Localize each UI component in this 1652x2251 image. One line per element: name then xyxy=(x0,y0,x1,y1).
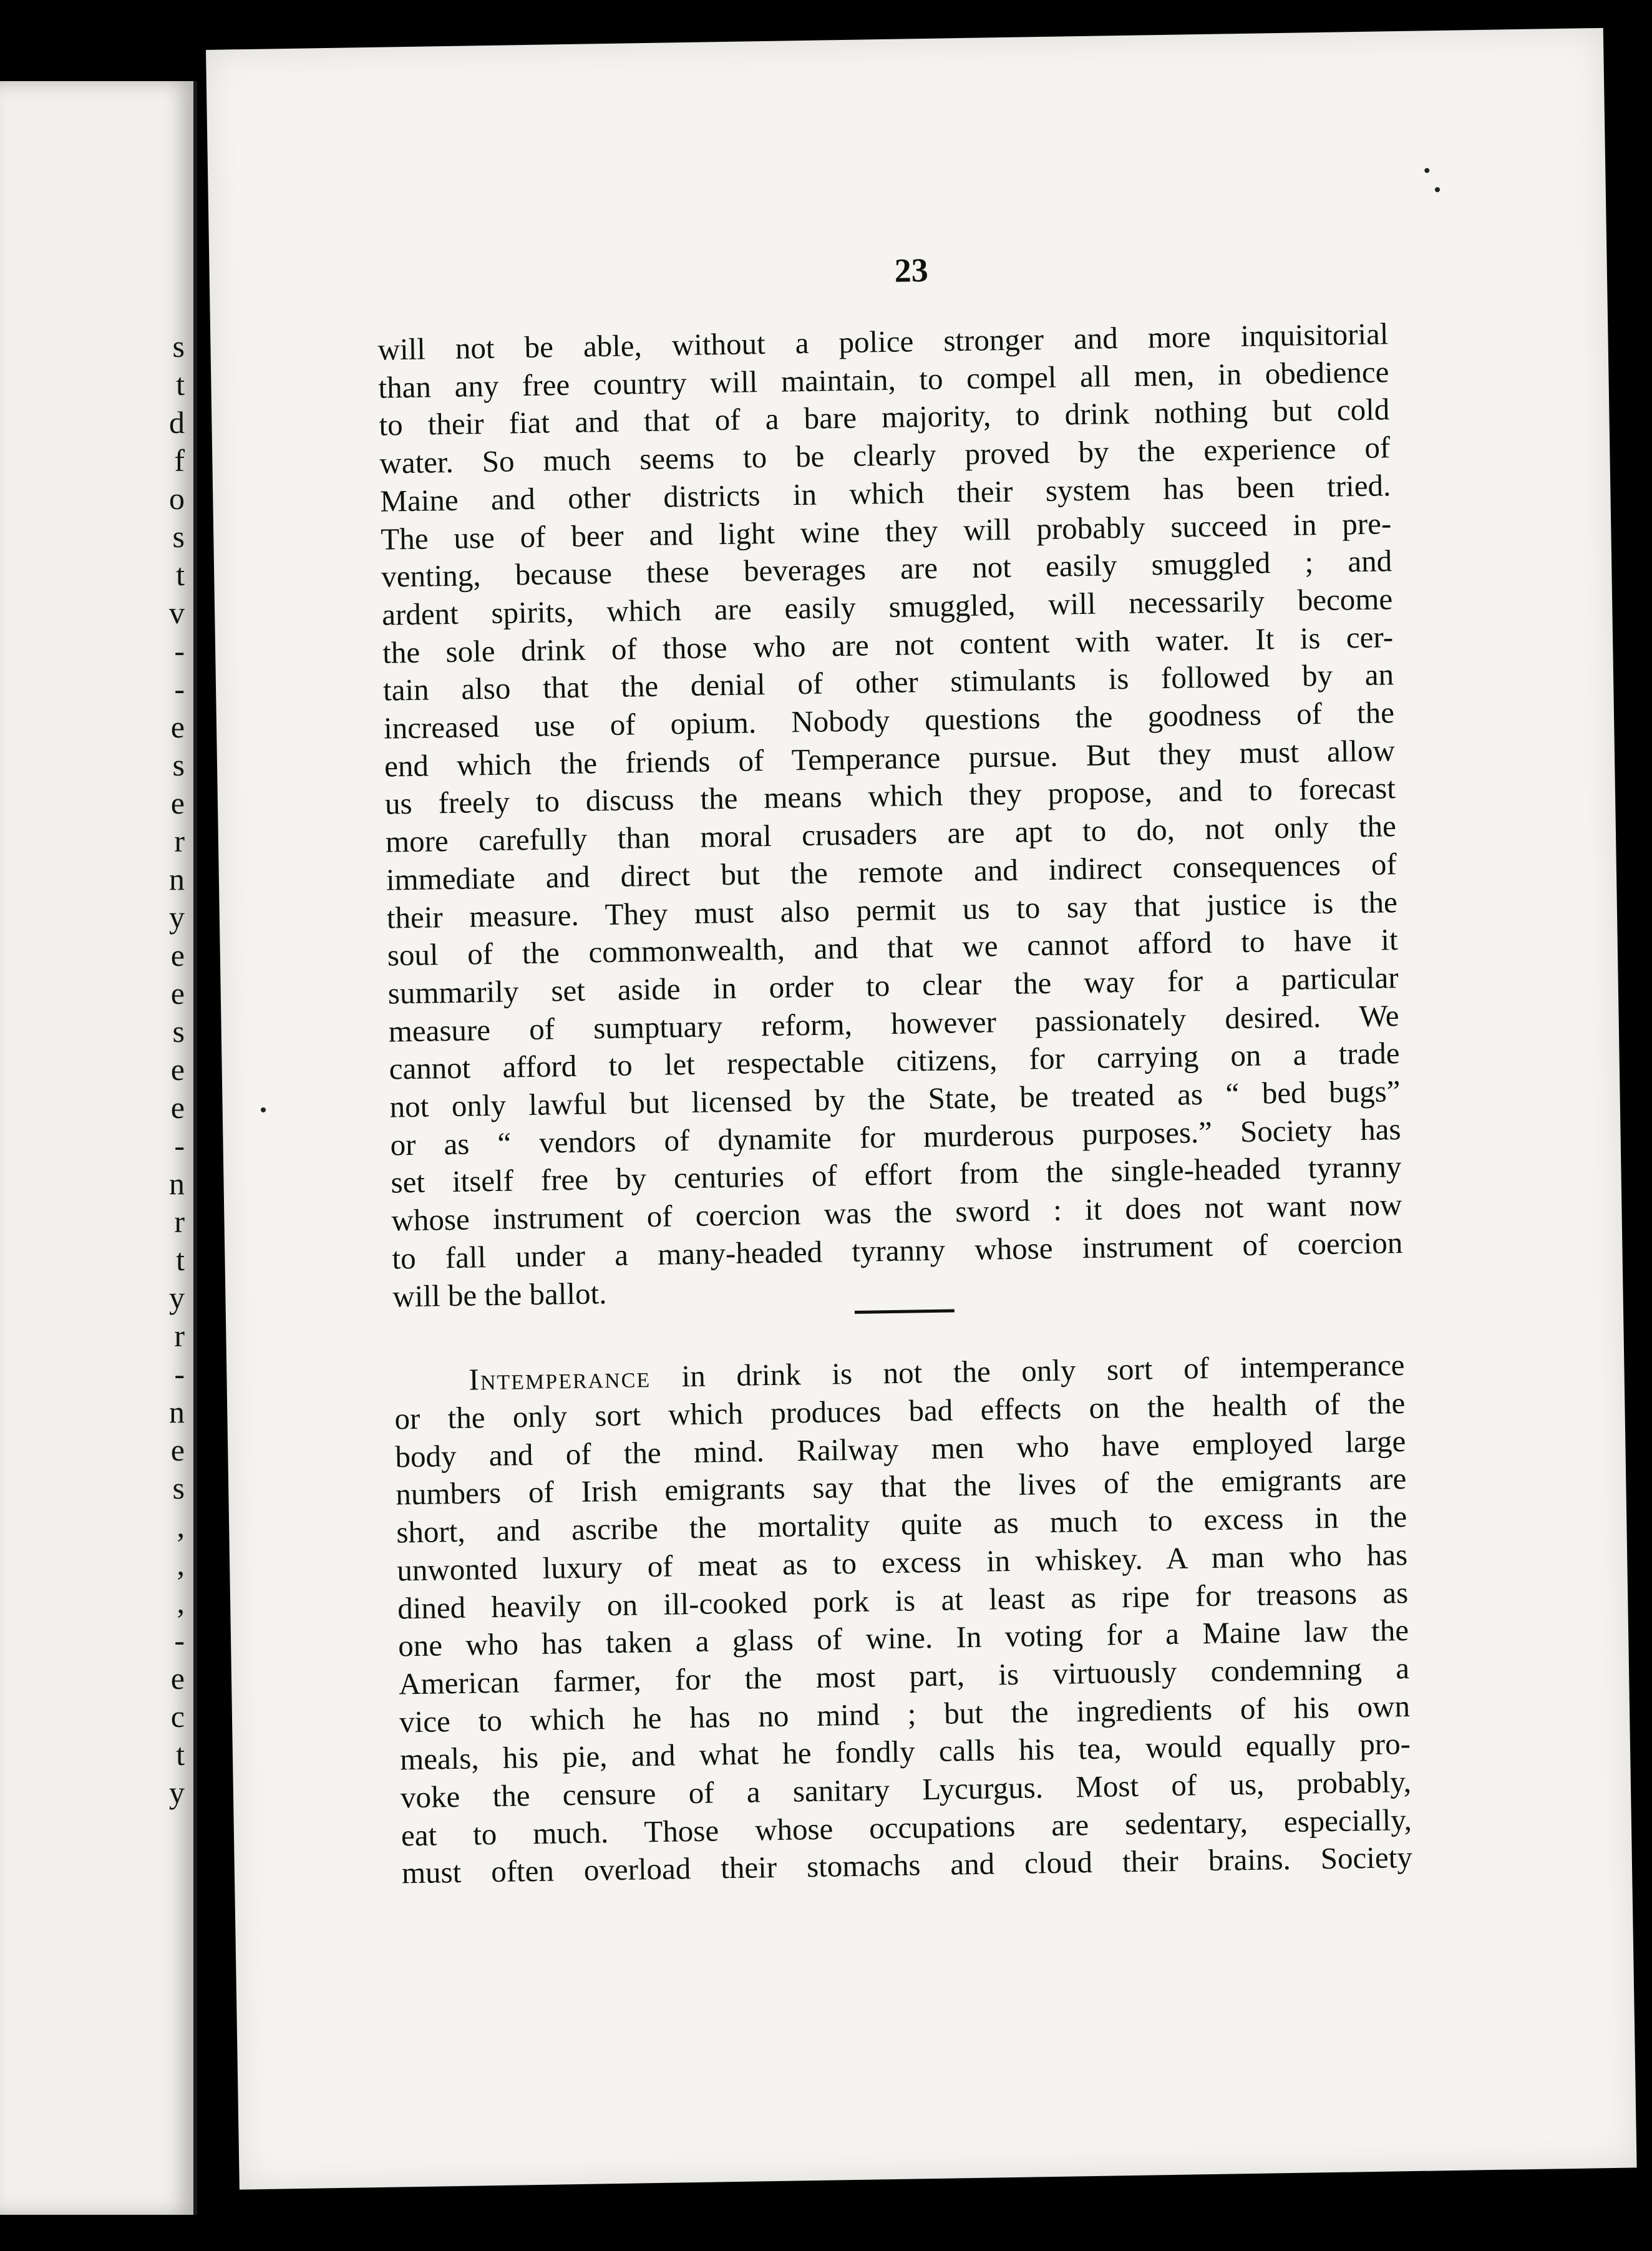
print-speck xyxy=(1435,187,1440,192)
edge-letter: t xyxy=(176,1242,185,1277)
paragraph-line: will be the ballot. xyxy=(392,1275,607,1314)
edge-letter: t xyxy=(176,557,185,592)
paragraph-line: to fall under a many-headed tyranny whose instrument of coercion xyxy=(392,1225,1403,1276)
paragraph-line: venting, because these beverages are not easily smuggled ; and xyxy=(381,543,1392,594)
paragraph-line: Maine and other districts in which their system has been tried. xyxy=(379,468,1391,518)
book-page xyxy=(206,28,1637,2190)
paragraph-line: numbers of Irish emigrants say that the lives of the emigrants are xyxy=(395,1461,1407,1512)
paragraph-line: not only lawful but licensed by the State, be treated as “ bed bugs” xyxy=(389,1074,1401,1124)
edge-letter: r xyxy=(174,1318,185,1353)
edge-letter: f xyxy=(174,443,185,478)
edge-letter: e xyxy=(170,1090,185,1125)
paragraph-line: us freely to discuss the means which they propose, and to forecast xyxy=(384,771,1396,822)
section-divider xyxy=(855,1310,955,1315)
edge-letter: s xyxy=(172,519,185,554)
edge-letter: e xyxy=(170,785,185,820)
print-speck xyxy=(261,1107,266,1112)
edge-letter: t xyxy=(176,367,185,402)
edge-letter: e xyxy=(170,938,185,973)
edge-letter: e xyxy=(170,1052,185,1087)
edge-letter: e xyxy=(170,1661,185,1696)
edge-letter: y xyxy=(169,1775,185,1810)
paragraph-intemperance-diet xyxy=(394,1346,1412,1892)
paragraph-line: than any free country will maintain, to compel all men, in obedience xyxy=(378,354,1389,405)
paragraph-line: tain also that the denial of other stimulants is followed by an xyxy=(382,657,1394,707)
edge-letter: c xyxy=(170,1699,185,1734)
edge-letter: - xyxy=(174,671,185,706)
edge-letter: d xyxy=(169,405,185,440)
edge-letter: n xyxy=(169,862,185,897)
paragraph-line: cannot afford to let respectable citizens, for carrying on a trade xyxy=(389,1036,1400,1086)
edge-letter: s xyxy=(172,1014,185,1049)
paragraph-line: immediate and direct but the remote and indirect consequences of xyxy=(386,847,1397,897)
edge-letter: s xyxy=(172,1471,185,1505)
paragraph-line: to their fiat and that of a bare majority, to drink nothing but cold xyxy=(379,392,1390,443)
small-caps-lead: Intemperance xyxy=(469,1359,651,1397)
paragraph-line: eat to much. Those whose occupations are sedentary, especially, xyxy=(401,1802,1412,1853)
edge-letter: y xyxy=(169,900,185,935)
edge-letter: s xyxy=(172,329,185,364)
print-speck xyxy=(1424,168,1429,173)
paragraph-line: unwonted luxury of meat as to excess in whiskey. A man who has xyxy=(396,1537,1408,1588)
paragraph-line: one who has taken a glass of wine. In voting for a Maine law the xyxy=(397,1613,1409,1663)
paragraph-line: end which the friends of Temperance pursue. But they must allow xyxy=(384,732,1396,784)
paragraph-line: body and of the mind. Railway men who have employed large xyxy=(395,1423,1406,1474)
paragraph-line: increased use of opium. Nobody questions the goodness of the xyxy=(383,695,1395,746)
paragraph-line: measure of sumptuary reform, however passionately desired. We xyxy=(388,998,1399,1049)
edge-letter: e xyxy=(170,709,185,744)
paragraph-line: water. So much seems to be clearly proved by the experience of xyxy=(379,430,1391,480)
paragraph-line: vice to which he has no mind ; but the ingredients of his own xyxy=(399,1688,1411,1739)
edge-letter: , xyxy=(177,1585,185,1620)
edge-letter: v xyxy=(169,595,185,630)
paragraph-line: short, and ascribe the mortality quite as much to excess in the xyxy=(396,1499,1407,1550)
paragraph-line: the sole drink of those who are not content with water. It is cer- xyxy=(382,619,1394,670)
edge-letter: n xyxy=(169,1166,185,1201)
paragraph-line: or the only sort which produces bad effects on the health of the xyxy=(394,1386,1406,1436)
edge-letter: r xyxy=(174,1204,185,1239)
edge-letter: - xyxy=(174,1623,185,1658)
paragraph-line: The use of beer and light wine they will probably succeed in pre- xyxy=(380,505,1392,557)
previous-page-edge xyxy=(0,81,197,2215)
paragraph-line: dined heavily on ill-cooked pork is at least as ripe for treasons as xyxy=(397,1575,1409,1625)
paragraph-line: meals, his pie, and what he fondly calls his tea, would equally pro- xyxy=(399,1726,1411,1777)
paragraph-line: more carefully than moral crusaders are apt to do, not only the xyxy=(385,809,1397,859)
edge-letter: - xyxy=(174,1356,185,1391)
paragraph-line: their measure. They must also permit us to say that justice is the xyxy=(386,884,1398,935)
paragraph-line: will not be able, without a police stronger and more inquisitorial xyxy=(377,316,1389,367)
paragraph-line: American farmer, for the most part, is virtuously condemning a xyxy=(398,1650,1410,1701)
edge-letter: n xyxy=(169,1394,185,1429)
paragraph-line: must often overload their stomachs and cloud their brains. Society xyxy=(401,1840,1413,1890)
edge-letter: , xyxy=(177,1547,185,1582)
edge-letter: s xyxy=(172,747,185,782)
edge-letter: e xyxy=(170,976,185,1011)
edge-letter: - xyxy=(174,633,185,668)
edge-letter: o xyxy=(169,481,185,516)
paragraph-line: voke the censure of a sanitary Lycurgus. Most of us, probably, xyxy=(400,1764,1412,1815)
page-number: 23 xyxy=(894,251,929,289)
paragraph-line: whose instrument of coercion was the sword : it does not want now xyxy=(391,1187,1402,1238)
paragraph-line: ardent spirits, which are easily smuggled, will necessarily become xyxy=(381,581,1393,632)
paragraph-temperance-coercion xyxy=(377,315,1404,1316)
first-line-text: in drink is not the only sort of intemperance xyxy=(650,1348,1405,1394)
paragraph-line: or as “ vendors of dynamite for murderous purposes.” Society has xyxy=(390,1111,1401,1162)
paragraph-line: set itself free by centuries of effort from the single-headed tyranny xyxy=(391,1149,1402,1200)
page-body xyxy=(377,315,1412,1892)
edge-letter: , xyxy=(177,1509,185,1544)
edge-letter: y xyxy=(169,1280,185,1315)
edge-letter: r xyxy=(174,824,185,858)
paragraph-line: soul of the commonwealth, and that we cannot afford to have it xyxy=(387,922,1399,973)
edge-letter: e xyxy=(170,1432,185,1467)
paragraph-line: summarily set aside in order to clear the way for a particular xyxy=(387,960,1399,1011)
edge-letter: - xyxy=(174,1128,185,1163)
edge-letter: t xyxy=(176,1737,185,1772)
